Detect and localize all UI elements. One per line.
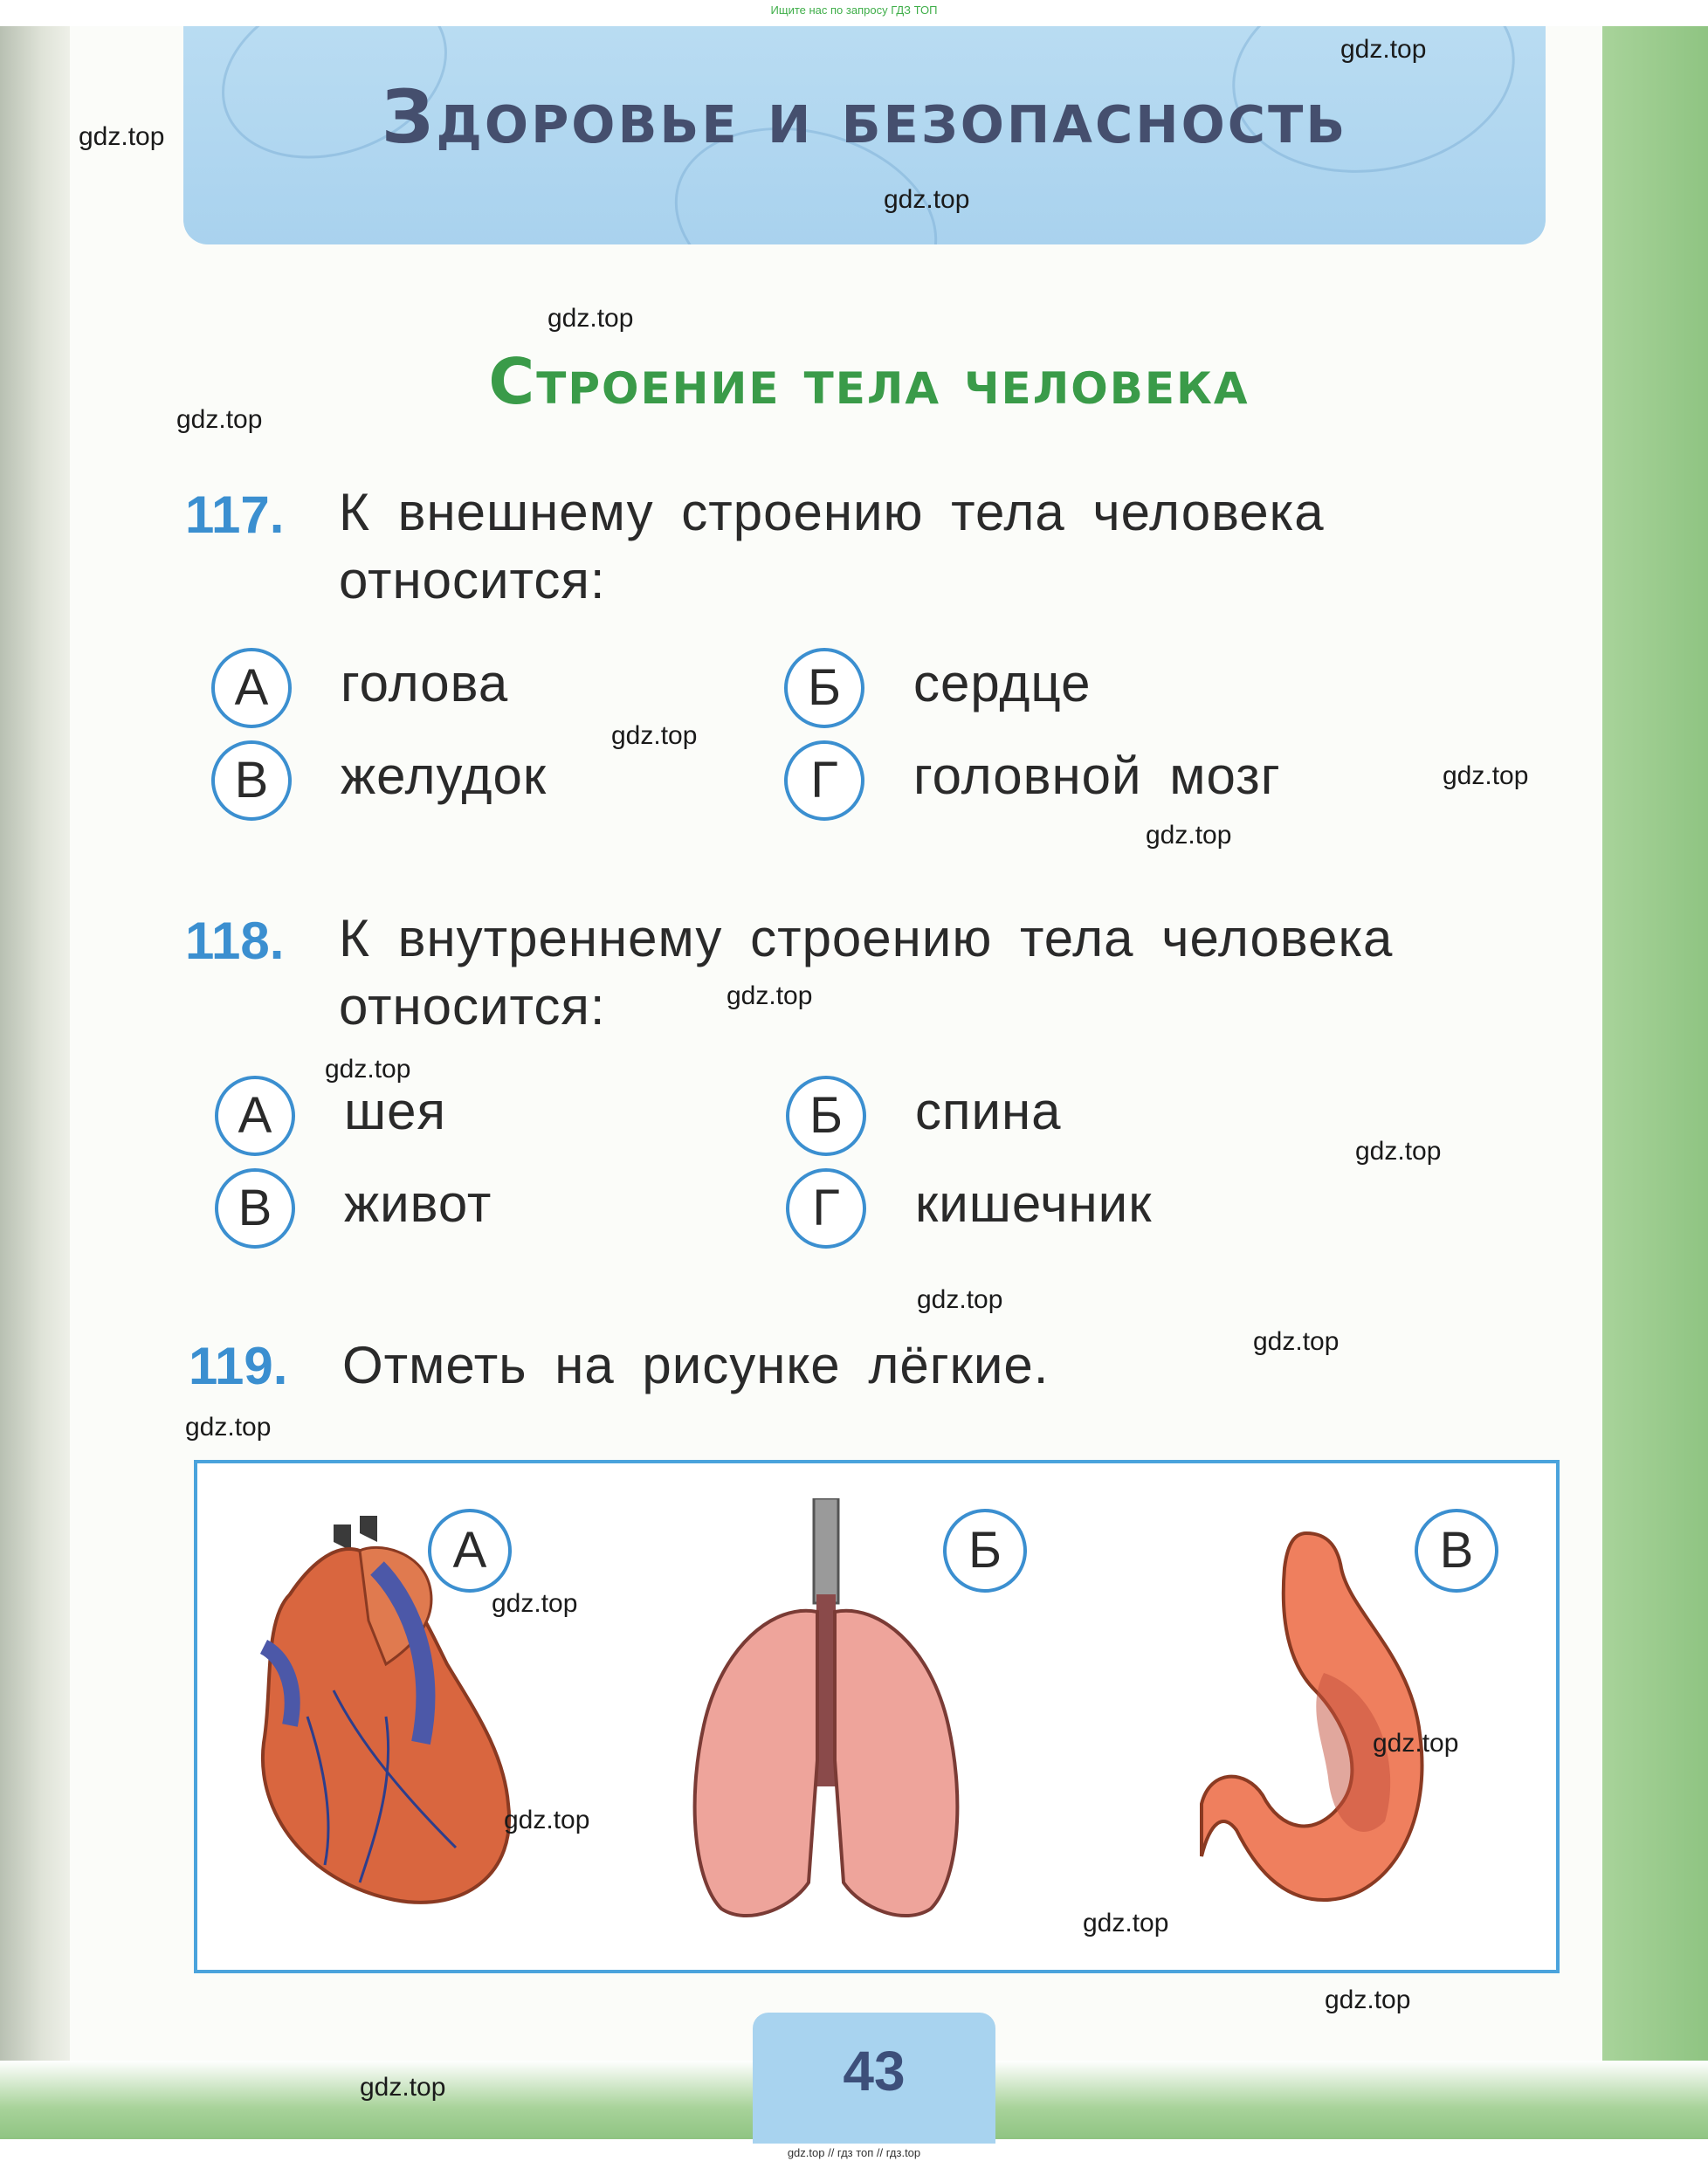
option-label: голова	[341, 654, 509, 712]
option-letter: Б	[786, 1076, 866, 1156]
picture-option-a[interactable]: А	[428, 1509, 512, 1593]
option-letter: В	[215, 1168, 295, 1249]
lungs-icon[interactable]	[686, 1498, 966, 1935]
option-letter: Г	[786, 1168, 866, 1249]
watermark: gdz.top	[185, 1413, 272, 1442]
picture-option-b[interactable]: Б	[943, 1509, 1027, 1593]
option-letter: А	[215, 1076, 295, 1156]
watermark: gdz.top	[1373, 1729, 1459, 1758]
watermark: gdz.top	[884, 185, 970, 214]
page-number: 43	[843, 2040, 906, 2103]
option-letter: А	[211, 648, 292, 728]
option-letter: Г	[784, 740, 864, 821]
picture-frame	[194, 1460, 1560, 1973]
watermark: gdz.top	[917, 1285, 1003, 1314]
option-label: желудок	[341, 747, 548, 805]
question-line: К внешнему строению тела человека	[339, 483, 1325, 541]
top-note: Ищите нас по запросу ГДЗ ТОП	[770, 3, 938, 17]
watermark: gdz.top	[176, 405, 263, 434]
watermark: gdz.top	[1253, 1327, 1340, 1356]
option-label: сердце	[913, 654, 1092, 712]
page-edge-right	[1602, 26, 1708, 2139]
option-label: кишечник	[915, 1174, 1153, 1233]
watermark: gdz.top	[325, 1055, 411, 1084]
question-number: 117.	[185, 485, 285, 544]
question-line: Отметь на рисунке лёгкие.	[342, 1336, 1050, 1394]
option-label: головной мозг	[913, 747, 1281, 805]
question-text	[339, 478, 1561, 615]
question-line: К внутреннему строению тела человека	[339, 909, 1394, 967]
question-number: 118.	[185, 912, 285, 970]
watermark: gdz.top	[504, 1806, 590, 1834]
section-title: Строение тела человека	[488, 345, 1250, 418]
option-label: живот	[344, 1174, 492, 1233]
option-label: спина	[915, 1082, 1062, 1140]
question-line: относится:	[339, 977, 606, 1036]
watermark: gdz.top	[1325, 1986, 1411, 2014]
watermark: gdz.top	[1443, 761, 1529, 790]
page-gutter	[0, 26, 70, 2139]
watermark: gdz.top	[360, 2073, 446, 2102]
option-letter: Б	[784, 648, 864, 728]
question-text	[342, 1332, 1565, 1400]
watermark: gdz.top	[79, 122, 165, 151]
watermark: gdz.top	[1355, 1137, 1442, 1166]
watermark: gdz.top	[1146, 821, 1232, 850]
bottom-note: gdz.top // гдз топ // гдз.top	[787, 2146, 921, 2159]
picture-option-c[interactable]: В	[1415, 1509, 1498, 1593]
question-line: относится:	[339, 551, 606, 609]
watermark: gdz.top	[727, 981, 813, 1010]
page-number-tab	[753, 2013, 995, 2144]
header-title: Здоровье и безопасность	[381, 74, 1348, 160]
question-text	[339, 905, 1579, 1041]
question-number: 119.	[189, 1337, 288, 1395]
heart-icon[interactable]	[229, 1516, 543, 1935]
watermark: gdz.top	[492, 1589, 578, 1618]
watermark: gdz.top	[1340, 35, 1427, 64]
watermark: gdz.top	[1083, 1909, 1169, 1937]
stomach-icon[interactable]	[1184, 1516, 1446, 1935]
watermark: gdz.top	[548, 304, 634, 333]
option-label: шея	[344, 1082, 446, 1140]
watermark: gdz.top	[611, 721, 698, 750]
option-letter: В	[211, 740, 292, 821]
